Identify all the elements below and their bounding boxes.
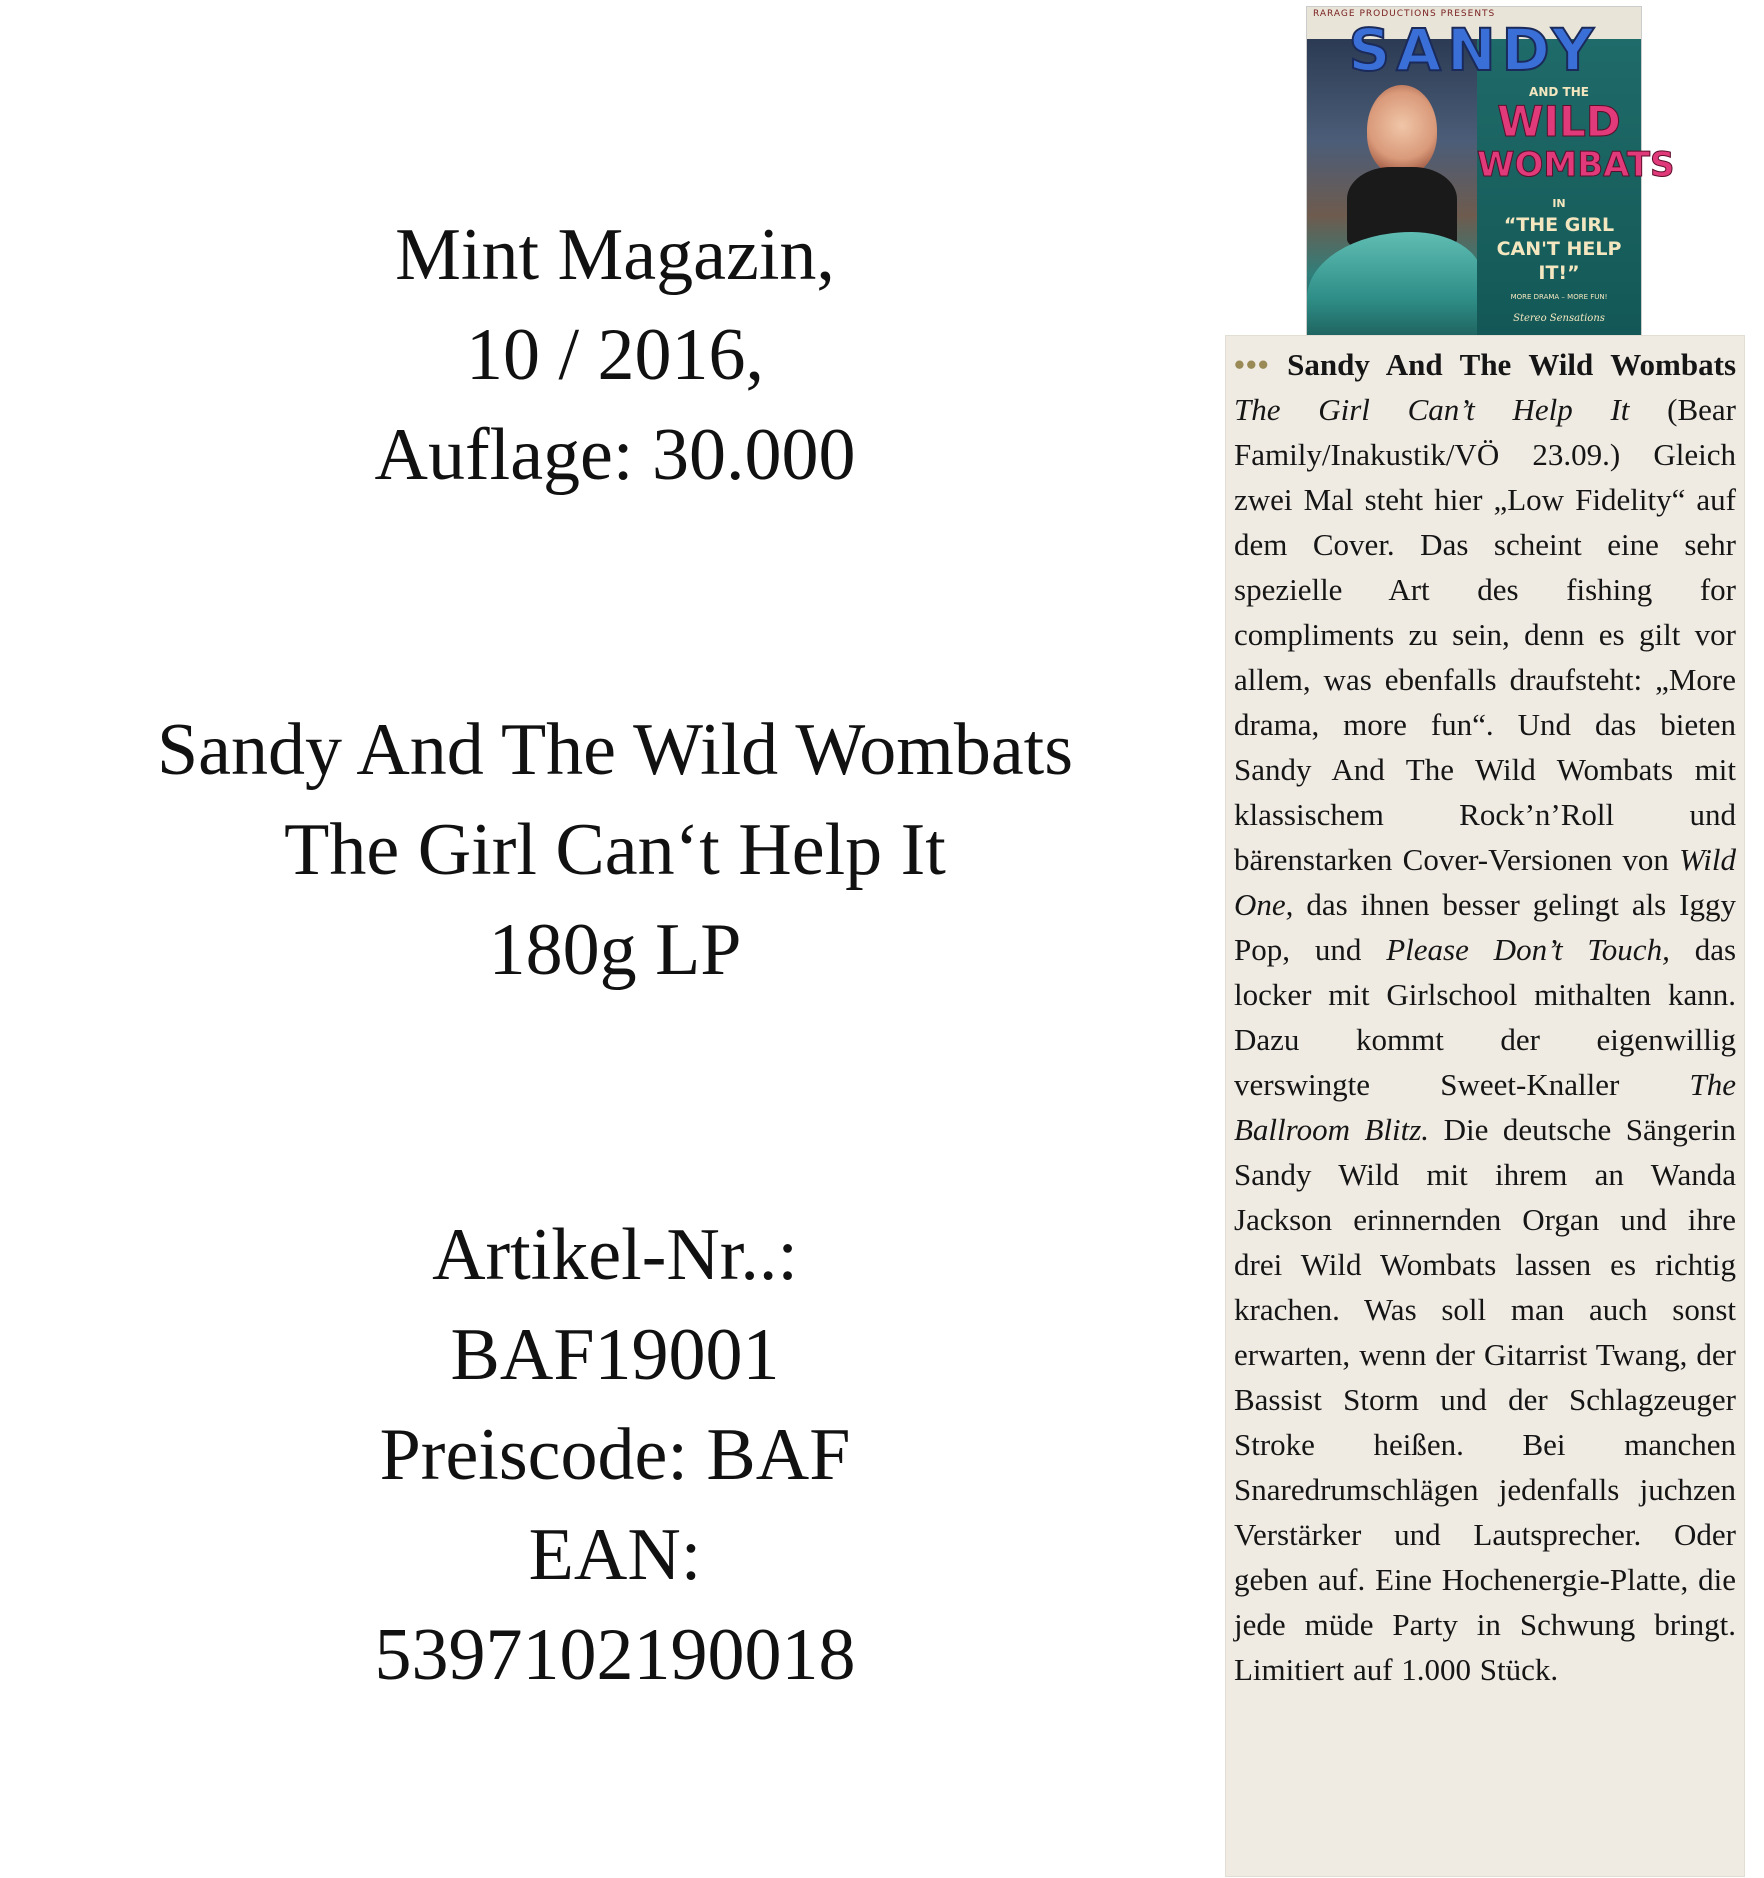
album-cover-image <box>1306 6 1675 336</box>
magazine-name: Mint Magazin, <box>395 214 835 296</box>
singer-portrait <box>1367 85 1437 175</box>
ean-label: EAN: <box>528 1514 702 1596</box>
review-body-1: Gleich zwei Mal steht hier „Low Fidelity“ auf dem Cover. Das scheint eine sehr spezielle Art des fishing for compliments zu sein, denn es gilt vor allem, was ebenfalls draufsteht: „More drama, more fun“. Und das bieten Sandy And The Wild Wombats mit klassischem Rock’n’Roll und bärenstarken Cover-Versionen von <box>1234 437 1736 877</box>
cover-album-title: “THE GIRL CAN'T HELP IT!” <box>1496 214 1622 284</box>
price-code: Preiscode: BAF <box>379 1414 851 1496</box>
review-body-4: Die deutsche Sängerin Sandy Wild mit ihrem an Wanda Jackson erinnernden Organ und ihre drei Wild Wombats lassen es richtig krachen. Was soll man auch sonst erwarten, wenn der Gitarrist Twang, der Bassist Storm und der Schlagzeuger Stroke heißen. Bei manchen Snaredrumschlägen jedenfalls juchzen Verstärker und Lautsprecher. Oder geben auf. Eine Hochenergie-Platte, die jede müde Party in Schwung bringt. Limitiert auf 1.000 Stück. <box>1234 1112 1736 1687</box>
bullet-dots: ••• <box>1234 347 1270 382</box>
source-info <box>60 205 1170 505</box>
product-info <box>60 700 1170 1000</box>
review-body-3: das locker mit Girlschool mithalten kann. Dazu kommt der eigenwillig verswingte Sweet-Knaller <box>1234 932 1737 1102</box>
review-body-2: das ihnen besser gelingt als Iggy Pop, und <box>1234 887 1737 967</box>
ean-number: 5397102190018 <box>374 1614 856 1696</box>
cover-tagline: MORE DRAMA – MORE FUN! <box>1510 293 1608 301</box>
issue-date: 10 / 2016, <box>465 314 765 396</box>
cover-band-title: SANDY <box>1348 16 1600 84</box>
review-clipping <box>1226 336 1744 1876</box>
review-album: The Girl Can’t Help It <box>1234 392 1630 427</box>
circulation: Auflage: 30.000 <box>374 414 856 496</box>
cover-wild: WILD <box>1497 97 1621 146</box>
article-info <box>60 1205 1170 1705</box>
review-headline: Sandy And The Wild Wombats <box>1287 347 1737 382</box>
artist-name: Sandy And The Wild Wombats <box>156 709 1074 791</box>
format: 180g LP <box>488 909 742 991</box>
review-release-info: (Bear Family/Inakustik/VÖ 23.09.) <box>1234 392 1736 472</box>
review-song-3: The Ballroom Blitz. <box>1234 1067 1736 1147</box>
cover-wombats: WOMBATS <box>1477 145 1675 185</box>
article-number: BAF19001 <box>450 1314 780 1396</box>
cover-in: IN <box>1552 197 1566 210</box>
review-song-1: Wild One, <box>1234 842 1737 922</box>
cover-label: Stereo Sensations <box>1513 313 1605 324</box>
article-number-label: Artikel-Nr..: <box>432 1214 798 1296</box>
review-text <box>1234 342 1736 1692</box>
cover-presents-text: RARAGE PRODUCTIONS PRESENTS <box>1313 9 1496 19</box>
album-title: The Girl Can‘t Help It <box>284 809 946 891</box>
review-song-2: Please Don’t Touch, <box>1386 932 1670 967</box>
cover-and-the: AND THE <box>1529 85 1589 99</box>
